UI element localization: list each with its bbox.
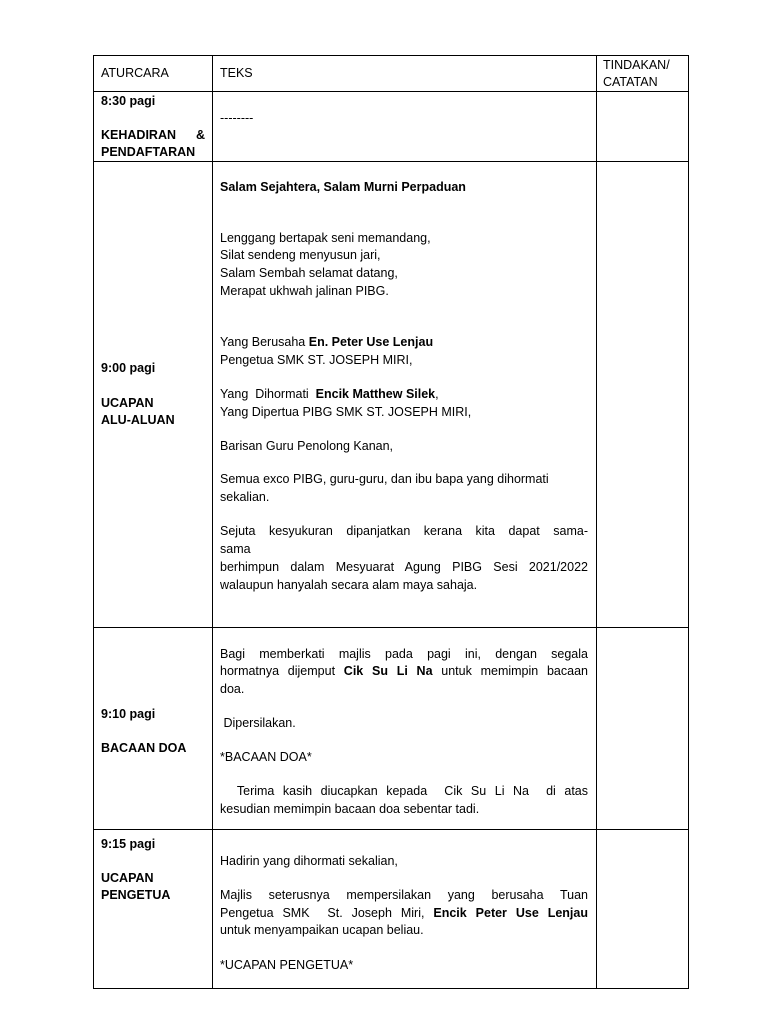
table-border-bottom — [93, 988, 689, 989]
row1-activity-amp: & — [196, 128, 206, 142]
row2-greeting: Salam Sejahtera, Salam Murni Perpaduan — [220, 180, 466, 194]
row-divider-1 — [93, 161, 689, 162]
row2-audience-line2: sekalian. — [220, 490, 270, 504]
row3-intro-prefix: hormatnya dijemput — [220, 664, 344, 678]
row4-invite-line3: untuk menyampaikan ucapan beliau. — [220, 923, 424, 937]
row2-principal — [220, 333, 433, 351]
row1-text: -------- — [220, 111, 254, 125]
row2-principal-prefix: Yang Berusaha — [220, 335, 309, 349]
row4-activity-line2: PENGETUA — [101, 888, 171, 902]
row2-principal-title: Pengetua SMK ST. JOSEPH MIRI, — [220, 353, 413, 367]
row3-thanks: Terima kasih diucapkan kepada Cik Su Li Na di atas — [220, 784, 588, 798]
row3-intro-line3: doa. — [220, 682, 245, 696]
row4-activity: UCAPAN — [101, 871, 154, 885]
header-aturcara: ATURCARA — [101, 66, 169, 80]
pantun-line: Salam Sembah selamat datang, — [220, 266, 398, 280]
row2-activity-line2: ALU-ALUAN — [101, 413, 175, 427]
row4-invite: Majlis seterusnya mempersilakan yang berusaha Tuan — [220, 888, 588, 902]
table-border-left — [93, 55, 94, 989]
row2-chairman — [220, 385, 439, 403]
row2-gratitude-line2: sama — [220, 542, 251, 556]
header-tindakan: TINDAKAN/ — [603, 58, 670, 72]
row-divider-3 — [93, 829, 689, 830]
row2-chairman-title: Yang Dipertua PIBG SMK ST. JOSEPH MIRI, — [220, 405, 472, 419]
row3-dipersilakan: Dipersilakan. — [220, 716, 296, 730]
row3-activity: BACAAN DOA — [101, 741, 187, 755]
column-divider-1 — [212, 55, 213, 989]
row1-activity: KEHADIRAN — [101, 128, 176, 142]
row2-senior-teachers: Barisan Guru Penolong Kanan, — [220, 439, 394, 453]
row2-chairman-suffix: , — [435, 387, 439, 401]
header-catatan: CATATAN — [603, 75, 658, 89]
row4-invite-line2 — [220, 904, 588, 922]
column-divider-2 — [596, 55, 597, 989]
row3-intro-line2 — [220, 662, 588, 680]
pantun-line: Merapat ukhwah jalinan PIBG. — [220, 284, 389, 298]
row-divider-2 — [93, 627, 689, 628]
row2-gratitude-line4: walaupun hanyalah secara alam maya sahaja. — [220, 578, 478, 592]
row3-bacaan-doa: *BACAAN DOA* — [220, 750, 312, 764]
row2-time: 9:00 pagi — [101, 361, 156, 375]
row2-audience: Semua exco PIBG, guru-guru, dan ibu bapa yang dihormati — [220, 472, 549, 486]
row3-thanks-line2: kesudian memimpin bacaan doa sebentar tadi. — [220, 802, 480, 816]
row4-ucapan: *UCAPAN PENGETUA* — [220, 958, 354, 972]
row4-greeting: Hadirin yang dihormati sekalian, — [220, 854, 398, 868]
row1-activity-line2: PENDAFTARAN — [101, 145, 196, 159]
row3-intro-suffix: untuk memimpin bacaan — [432, 664, 588, 678]
row2-gratitude: Sejuta kesyukuran dipanjatkan kerana kita dapat sama- — [220, 524, 588, 538]
row3-intro: Bagi memberkati majlis pada pagi ini, dengan segala — [220, 647, 588, 661]
row2-chairman-name: Encik Matthew Silek — [315, 387, 436, 401]
header-teks: TEKS — [220, 66, 253, 80]
table-border-right — [688, 55, 689, 989]
row3-time: 9:10 pagi — [101, 707, 156, 721]
pantun-line: Silat sendeng menyusun jari, — [220, 248, 381, 262]
row-divider-header — [93, 91, 689, 92]
row2-chairman-prefix: Yang Dihormati — [220, 387, 316, 401]
row2-gratitude-line3: berhimpun dalam Mesyuarat Agung PIBG Sesi 2021/2022 — [220, 560, 588, 574]
row2-activity: UCAPAN — [101, 396, 154, 410]
row4-invite-prefix: Pengetua SMK St. Joseph Miri, — [220, 906, 434, 920]
row4-time: 9:15 pagi — [101, 837, 156, 851]
row2-principal-name: En. Peter Use Lenjau — [308, 335, 434, 349]
row1-time: 8:30 pagi — [101, 94, 156, 108]
row3-intro-name: Cik Su Li Na — [343, 664, 433, 678]
table-border-top — [93, 55, 689, 56]
row4-invite-name: Encik Peter Use Lenjau — [433, 906, 588, 920]
pantun-line: Lenggang bertapak seni memandang, — [220, 231, 431, 245]
